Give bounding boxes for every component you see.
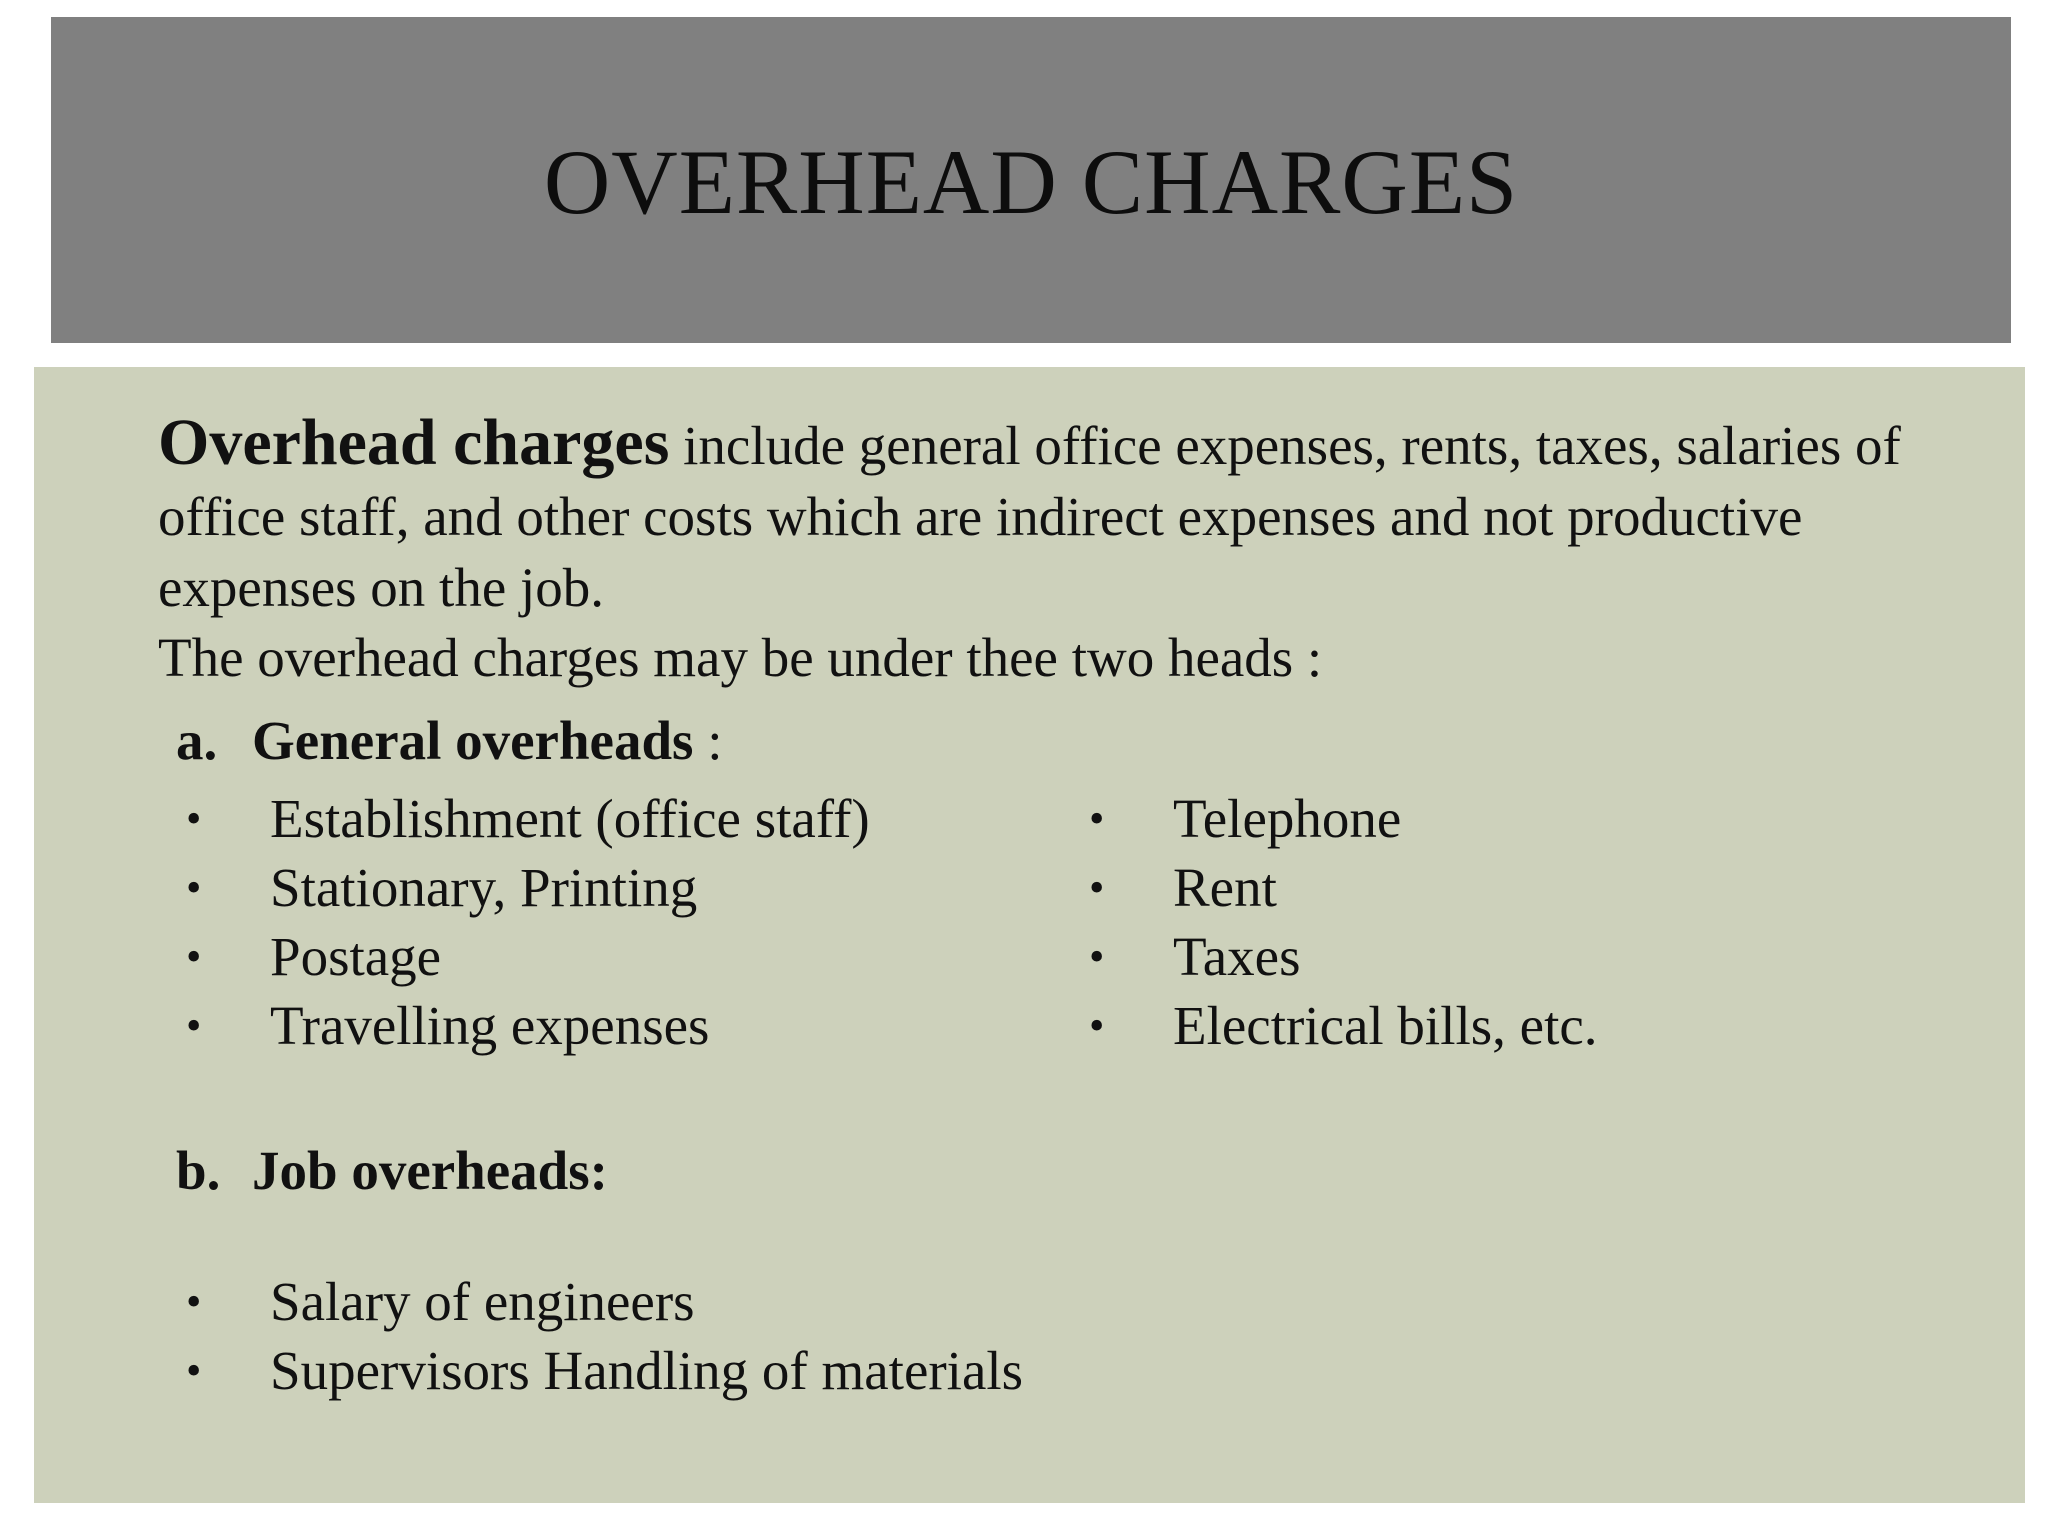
section-a-marker: a. <box>176 710 218 771</box>
section-b-heading <box>176 1135 608 1206</box>
list-item-text: Postage <box>270 926 442 987</box>
list-item <box>176 853 870 922</box>
list-item-text: Rent <box>1173 857 1277 918</box>
bullet-icon: • <box>186 1277 202 1326</box>
general-overheads-list-left <box>176 784 870 1060</box>
list-item <box>1079 991 1598 1060</box>
list-item <box>176 784 870 853</box>
list-item <box>1079 853 1598 922</box>
section-a-label: General overheads <box>252 710 694 771</box>
bullet-icon: • <box>1089 1001 1105 1050</box>
intro-paragraph <box>158 407 1998 623</box>
list-item-text: Salary of engineers <box>270 1271 695 1332</box>
list-item <box>176 991 870 1060</box>
intro-rest: include general office expenses, rents, taxes, salaries of office staff, and other costs which are indirect expenses and not productive expenses on the job. <box>158 415 1901 618</box>
slide-title: OVERHEAD CHARGES <box>543 131 1519 233</box>
list-item-text: Supervisors Handling of materials <box>270 1340 1024 1401</box>
bullet-icon: • <box>1089 794 1105 843</box>
list-item-text: Electrical bills, etc. <box>1173 995 1598 1056</box>
list-item-text: Establishment (office staff) <box>270 788 870 849</box>
section-a-heading <box>176 705 722 776</box>
section-b-label: Job overheads: <box>252 1140 608 1201</box>
bullet-icon: • <box>186 1346 202 1395</box>
list-item <box>1079 784 1598 853</box>
job-overheads-list <box>176 1267 1023 1405</box>
list-item-text: Telephone <box>1173 788 1402 849</box>
section-b-marker: b. <box>176 1140 221 1201</box>
bullet-icon: • <box>186 863 202 912</box>
section-a-suffix: : <box>693 710 723 771</box>
list-item <box>1079 922 1598 991</box>
intro-lead: Overhead charges <box>158 406 670 479</box>
bullet-icon: • <box>186 794 202 843</box>
list-item <box>176 1336 1023 1405</box>
bullet-icon: • <box>186 932 202 981</box>
list-item <box>176 1267 1023 1336</box>
list-item-text: Taxes <box>1173 926 1301 987</box>
bullet-icon: • <box>1089 863 1105 912</box>
general-overheads-list-right <box>1079 784 1598 1060</box>
bullet-icon: • <box>1089 932 1105 981</box>
content-panel <box>34 367 2025 1503</box>
list-item-text: Stationary, Printing <box>270 857 698 918</box>
title-bar <box>51 17 2011 343</box>
intro-second-line: The overhead charges may be under thee two heads : <box>158 627 1323 688</box>
list-item-text: Travelling expenses <box>270 995 710 1056</box>
list-item <box>176 922 870 991</box>
bullet-icon: • <box>186 1001 202 1050</box>
